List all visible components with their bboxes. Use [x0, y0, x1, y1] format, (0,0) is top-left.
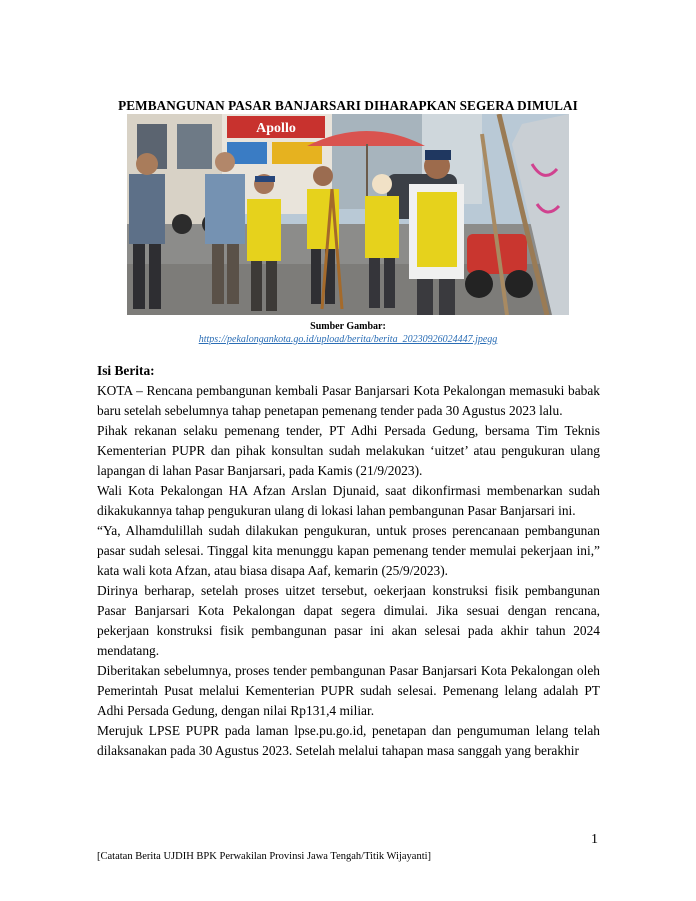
article-paragraph: Diberitakan sebelumnya, proses tender pembangunan Pasar Banjarsari Kota Pekalongan oleh Pemerintah Pusat melalui Kementerian PUPR sudah selesai. Pemenang lelang adalah PT Adhi Persada Gedung, dengan nilai Rp131,4 miliar. — [97, 663, 600, 718]
page-number: 1 — [591, 832, 598, 847]
page-title: PEMBANGUNAN PASAR BANJARSARI DIHARAPKAN SEGERA DIMULAI — [118, 98, 578, 113]
article-paragraph: “Ya, Alhamdulillah sudah dilakukan pengukuran, untuk proses perencanaan pembangunan pasar sudah selesai. Tinggal kita menunggu kapan pemenang tender memulai pekerjaan ini,” kata wali kota Afzan, atau biasa disapa Aaf, kemarin (25/9/2023). — [97, 523, 600, 578]
article-paragraph: Dirinya berharap, setelah proses uitzet tersebut, oekerjaan konstruksi fisik pembangunan Pasar Banjarsari Kota Pekalongan dapat segera dimulai. Jika sesuai dengan rencana, pekerjaan konstruksi fisik pembangunan pasar ini akan selesai pada akhir tahun 2024 mendatang. — [97, 583, 600, 658]
image-source-label: Sumber Gambar: — [310, 321, 386, 332]
shop-sign-text: Apollo — [256, 121, 296, 136]
article-paragraph: Merujuk LPSE PUPR pada laman lpse.pu.go.id, penetapan dan pengumuman lelang telah dilaksanakan pada 30 Agustus 2023. Setelah melalui tahapan masa sanggah yang berakhir — [97, 723, 600, 758]
article-paragraph: KOTA – Rencana pembangunan kembali Pasar Banjarsari Kota Pekalongan memasuki babak baru setelah sebelumnya tahap penetapan pemenang tender pada 30 Agustus 2023 lalu. — [97, 383, 600, 418]
article-paragraph: Wali Kota Pekalongan HA Afzan Arslan Djunaid, saat dikonfirmasi membenarkan sudah dikakukannya tahap pengukuran ulang di lokasi lahan pembangunan Pasar Banjarsari ini. — [97, 483, 600, 518]
article-body — [97, 381, 600, 761]
article-paragraph: Pihak rekanan selaku pemenang tender, PT Adhi Persada Gedung, bersama Tim Teknis Kementerian PUPR dan pihak konsultan sudah melakukan ‘uitzet’ atau pengukuran ulang lapangan di lahan Pasar Banjarsari, pada Kamis (21/9/2023). — [97, 423, 600, 478]
image-source-link[interactable]: https://pekalongankota.go.id/upload/berita/berita_20230926024447.jpegg — [198, 334, 498, 345]
page-footer: [Catatan Berita UJDIH BPK Perwakilan Provinsi Jawa Tengah/Titik Wijayanti] — [97, 851, 432, 862]
section-heading: Isi Berita: — [97, 363, 155, 378]
news-photo — [127, 114, 569, 315]
